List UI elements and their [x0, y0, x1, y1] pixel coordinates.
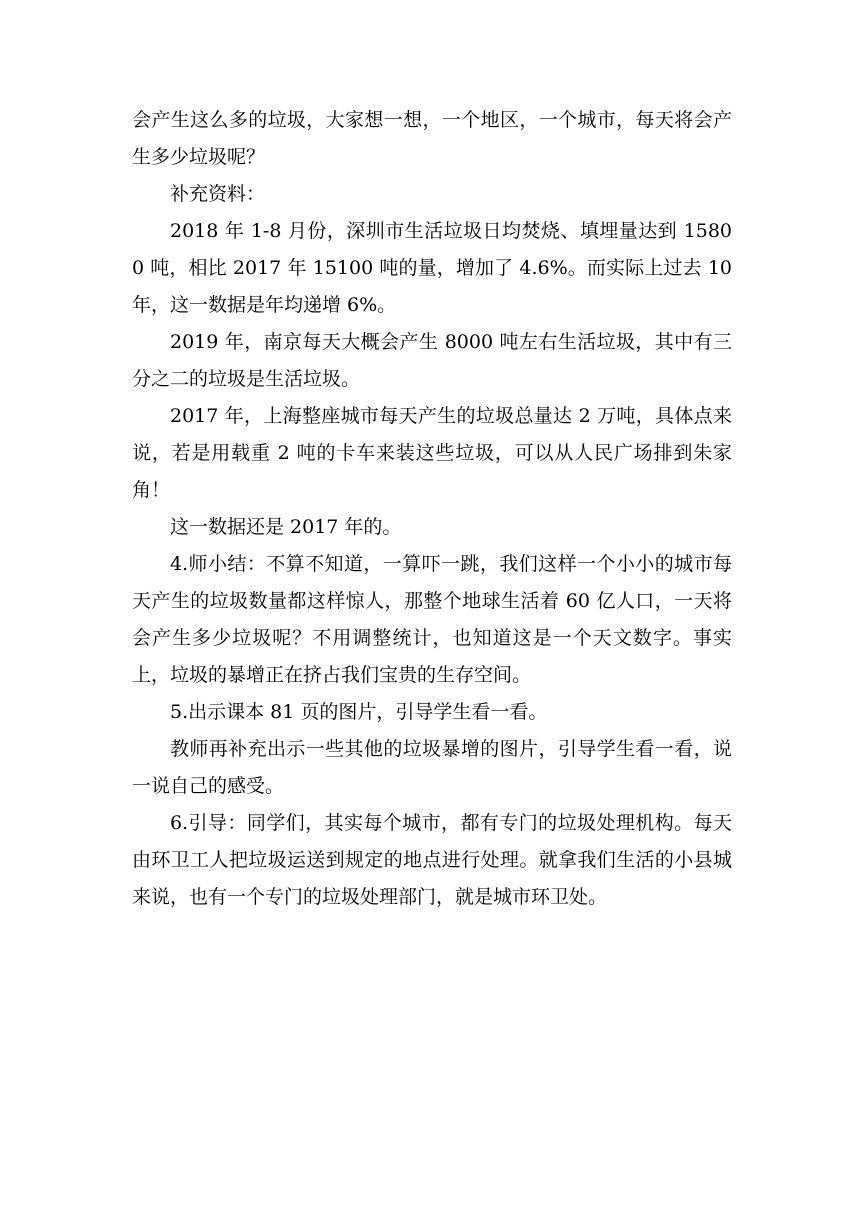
- paragraph-supplement-heading: 补充资料：: [170, 183, 266, 205]
- paragraph-teacher-summary: 4.师小结：不算不知道，一算吓一跳，我们这样一个小小的城市每天产生的垃圾数量都这样惊人，那整个地球生活着 60 亿人口，一天将会产生多少垃圾呢？不用调整统计，也知道这是一个天文数字。事实上，垃圾的暴增正在挤占我们宝贵的生存空间。: [132, 553, 732, 686]
- paragraph-guidance: 6.引导：同学们，其实每个城市，都有专门的垃圾处理机构。每天由环卫工人把垃圾运送到规定的地点进行处理。就拿我们生活的小县城来说，也有一个专门的垃圾处理部门，就是城市环卫处。: [132, 812, 732, 908]
- paragraph-shenzhen-data: 2018 年 1-8 月份，深圳市生活垃圾日均焚烧、填埋量达到 15800 吨，相比 2017 年 15100 吨的量，增加了 4.6%。而实际上过去 10 年，这一数据是年均递增 6%。: [132, 220, 732, 316]
- paragraph-continuation: 会产生这么多的垃圾，大家想一想，一个地区，一个城市，每天将会产生多少垃圾呢？: [132, 109, 732, 168]
- paragraph-data-note: 这一数据还是 2017 年的。: [170, 516, 402, 538]
- paragraph-textbook-images: 5.出示课本 81 页的图片，引导学生看一看。: [170, 701, 548, 723]
- paragraph-nanjing-data: 2019 年，南京每天大概会产生 8000 吨左右生活垃圾，其中有三分之二的垃圾是生活垃圾。: [132, 331, 732, 390]
- paragraph-extra-images: 教师再补充出示一些其他的垃圾暴增的图片，引导学生看一看，说一说自己的感受。: [132, 738, 732, 797]
- document-page: [132, 102, 732, 916]
- paragraph-shanghai-data: 2017 年，上海整座城市每天产生的垃圾总量达 2 万吨，具体点来说，若是用载重 2 吨的卡车来装这些垃圾，可以从人民广场排到朱家角！: [132, 405, 732, 501]
